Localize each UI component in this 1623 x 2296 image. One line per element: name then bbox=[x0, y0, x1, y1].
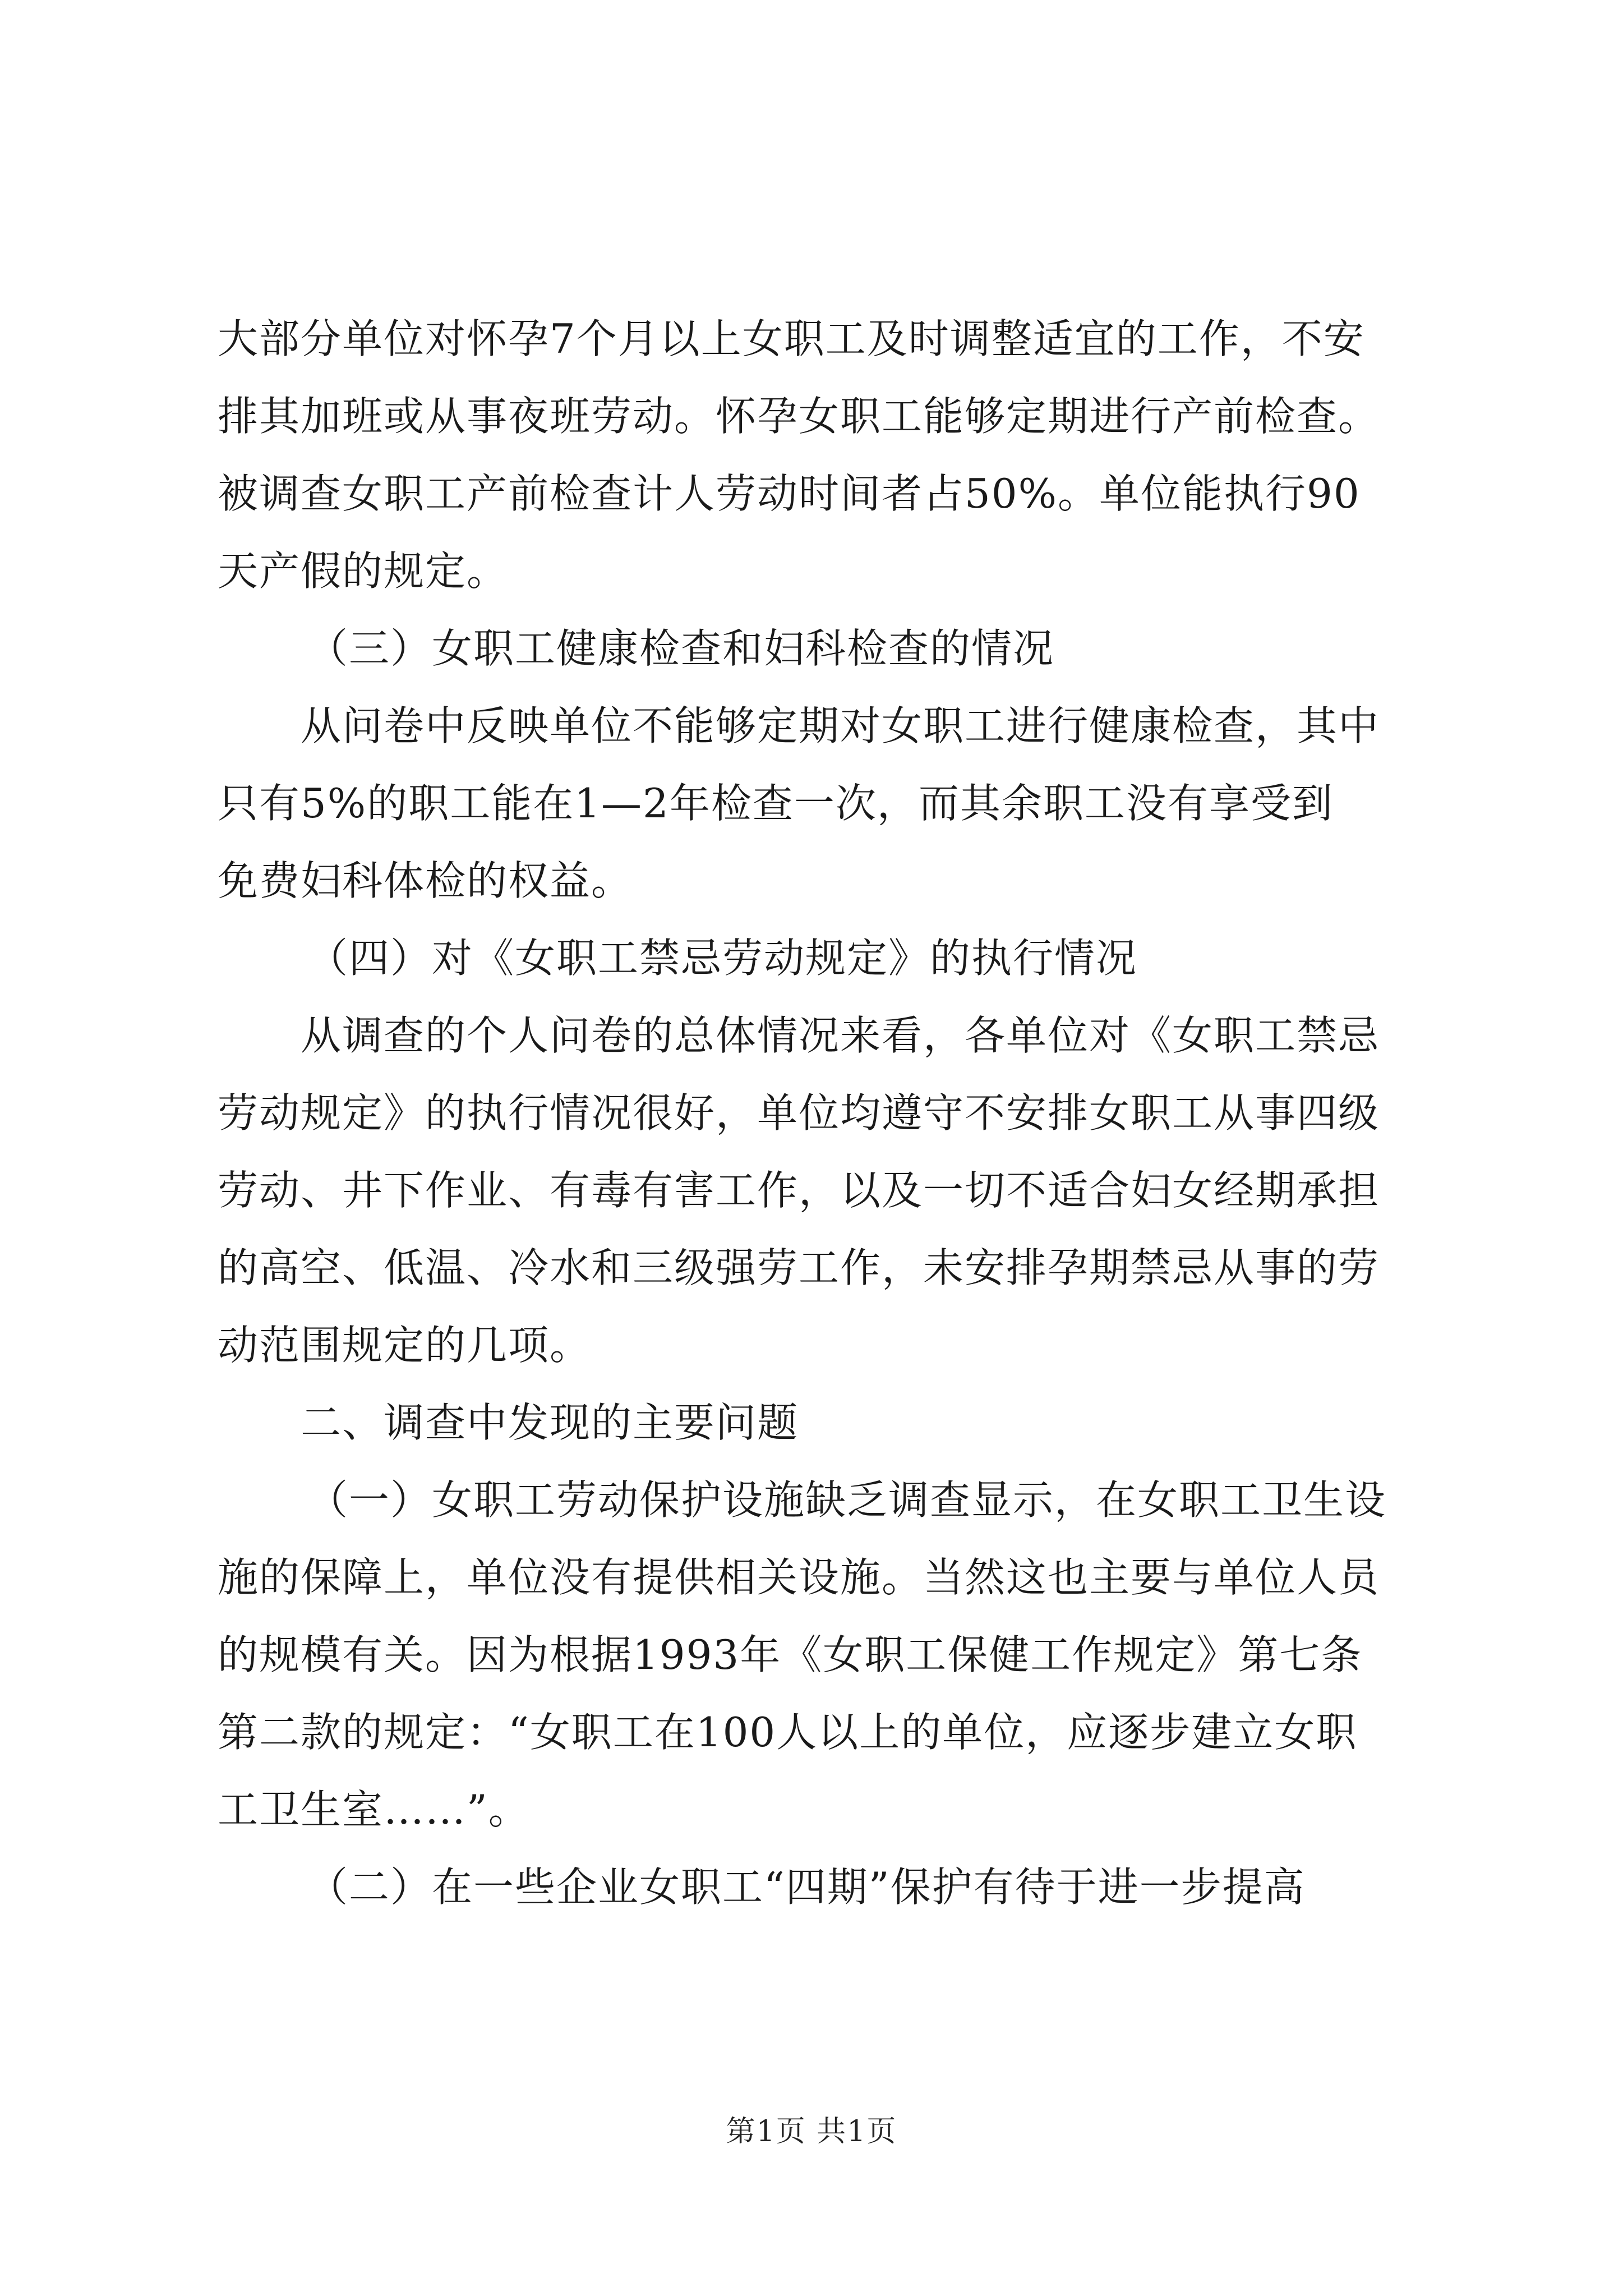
body-line: 只有5%的职工能在1—2年检查一次，而其余职工没有享受到 bbox=[218, 780, 1334, 827]
document-body bbox=[218, 300, 1423, 1926]
body-line: 大部分单位对怀孕7个月以上女职工及时调整适宜的工作，不安 bbox=[218, 315, 1365, 362]
body-line: 免费妇科体检的权益。 bbox=[218, 857, 633, 904]
body-line: 的规模有关。因为根据1993年《女职工保健工作规定》第七条 bbox=[218, 1631, 1363, 1678]
body-line: 从问卷中反映单位不能够定期对女职工进行健康检查，其中 bbox=[301, 702, 1380, 749]
body-line: 从调查的个人问卷的总体情况来看，各单位对《女职工禁忌 bbox=[301, 1012, 1380, 1059]
page-footer: 第1页 共1页 bbox=[726, 2115, 897, 2148]
body-line: 的高空、低温、冷水和三级强劳工作，未安排孕期禁忌从事的劳 bbox=[218, 1244, 1380, 1291]
section-heading: （四）对《女职工禁忌劳动规定》的执行情况 bbox=[307, 935, 1138, 982]
section-heading: （三）女职工健康检查和妇科检查的情况 bbox=[307, 625, 1055, 672]
body-line: 动范围规定的几项。 bbox=[218, 1322, 592, 1369]
body-line: 第二款的规定：“女职工在100人以上的单位，应逐步建立女职 bbox=[218, 1709, 1358, 1756]
body-line: 劳动、井下作业、有毒有害工作，以及一切不适合妇女经期承担 bbox=[218, 1167, 1380, 1214]
body-line: 施的保障上，单位没有提供相关设施。当然这也主要与单位人员 bbox=[218, 1554, 1380, 1601]
body-line: 排其加班或从事夜班劳动。怀孕女职工能够定期进行产前检查。 bbox=[218, 393, 1380, 440]
body-line: 天产假的规定。 bbox=[218, 547, 509, 595]
body-line: （二）在一些企业女职工“四期”保护有待于进一步提高 bbox=[307, 1864, 1306, 1911]
body-line: 劳动规定》的执行情况很好，单位均遵守不安排女职工从事四级 bbox=[218, 1089, 1380, 1137]
body-line: 工卫生室……”。 bbox=[218, 1786, 530, 1833]
body-line: 被调查女职工产前检查计人劳动时间者占50%。单位能执行90 bbox=[218, 470, 1361, 517]
section-heading: 二、调查中发现的主要问题 bbox=[301, 1399, 799, 1446]
body-line: （一）女职工劳动保护设施缺乏调查显示，在女职工卫生设 bbox=[307, 1476, 1387, 1524]
